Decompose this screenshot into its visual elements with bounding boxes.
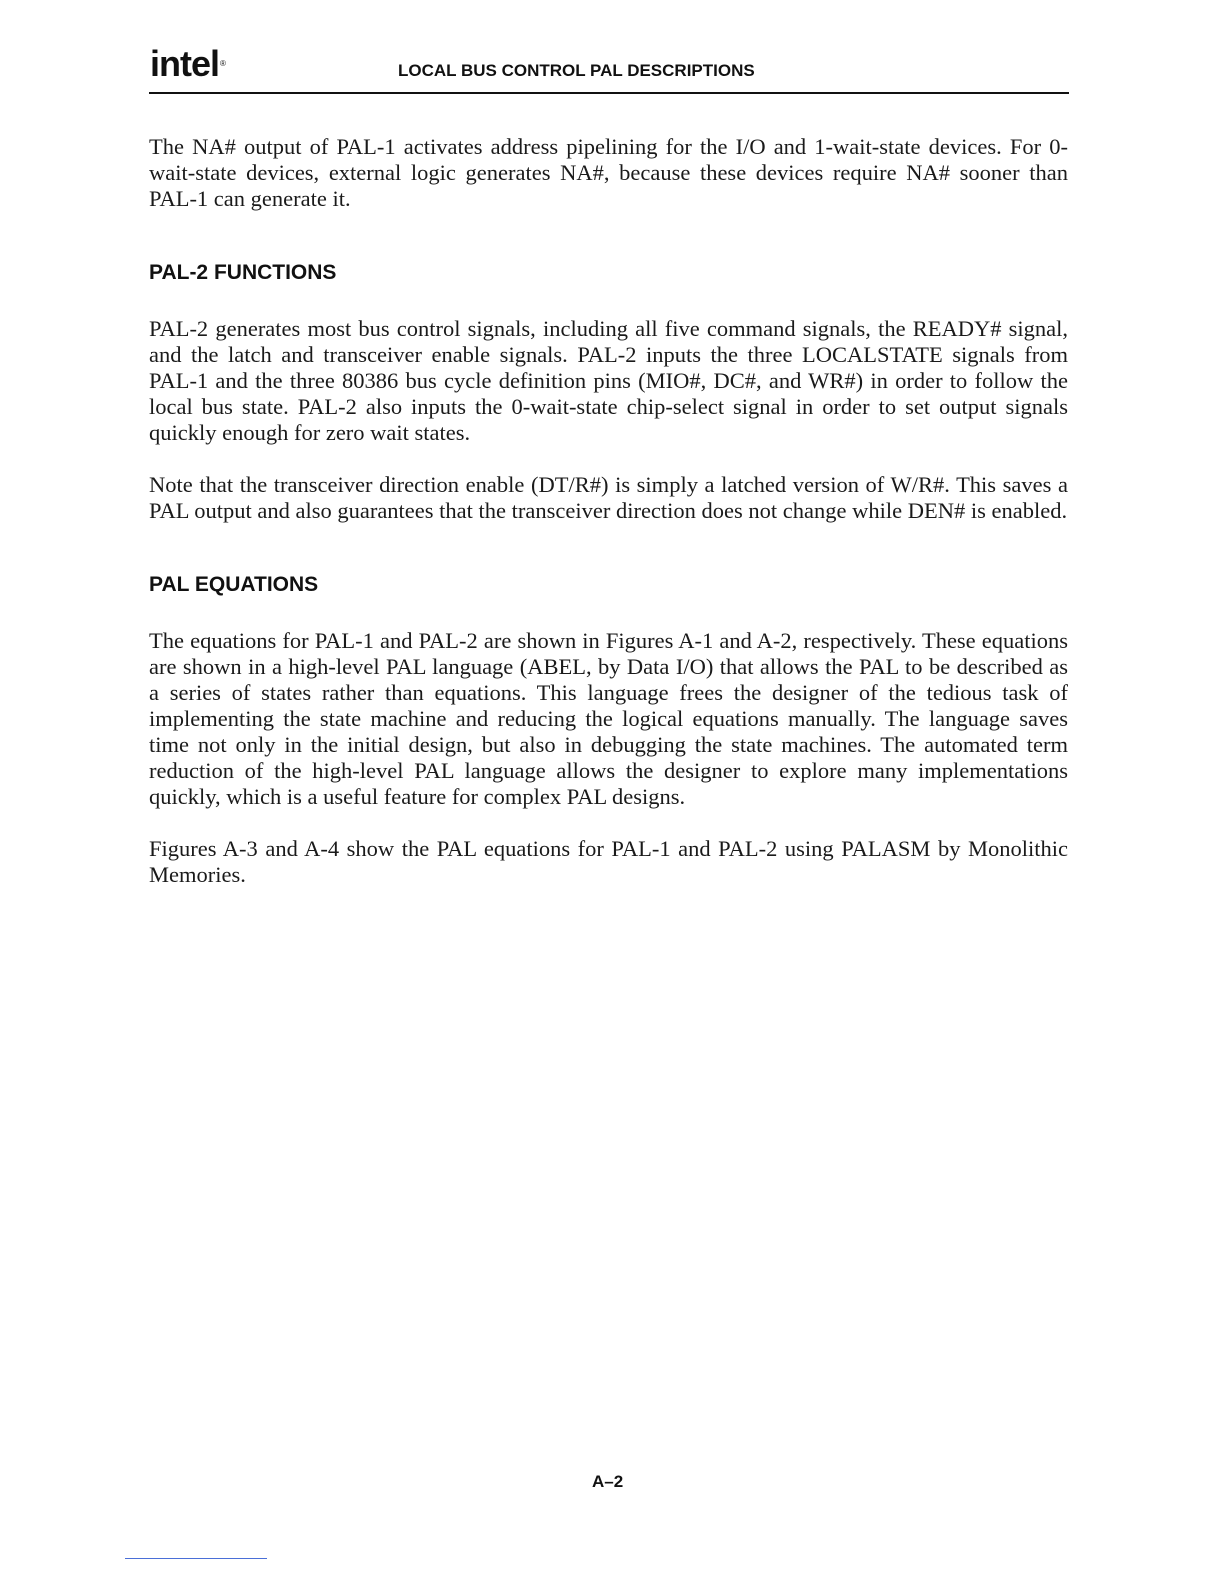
page-number: A–2 <box>592 1472 624 1491</box>
equations-paragraph-2: Figures A-3 and A-4 show the PAL equations for PAL-1 and PAL-2 using PALASM by Monolithic Memories. <box>149 836 1068 887</box>
intel-logo <box>150 44 225 84</box>
registered-mark: ® <box>220 59 225 68</box>
page-body <box>149 134 1068 888</box>
pal2-paragraph-2: Note that the transceiver direction enable (DT/R#) is simply a latched version of W/R#. This saves a PAL output and also guarantees that the transceiver direction does not change while DEN# is enabled. <box>149 472 1068 523</box>
intro-paragraph: The NA# output of PAL-1 activates address pipelining for the I/O and 1-wait-state devices. For 0-wait-state devices, external logic generates NA#, because these devices require NA# sooner than PAL-1 can generate it. <box>149 134 1068 211</box>
pal2-paragraph-1: PAL-2 generates most bus control signals, including all five command signals, the READY# signal, and the latch and transceiver enable signals. PAL-2 inputs the three LOCALSTATE signals from PAL-1 and the three 80386 bus cycle definition pins (MIO#, DC#, and WR#) in order to follow the local bus state. PAL-2 also inputs the 0-wait-state chip-select signal in order to set output signals quickly enough for zero wait states. <box>149 316 1068 445</box>
equations-paragraph-1: The equations for PAL-1 and PAL-2 are shown in Figures A-1 and A-2, respectively. These equations are shown in a high-level PAL language (ABEL, by Data I/O) that allows the PAL to be described as a series of states rather than equations. This language frees the designer of the tedious task of implementing the state machine and reducing the logical equations manually. The language saves time not only in the initial design, but also in debugging the state machines. The automated term reduction of the high-level PAL language allows the designer to explore many implementations quickly, which is a useful feature for complex PAL designs. <box>149 628 1068 809</box>
section-heading-pal-equations: PAL EQUATIONS <box>149 573 319 596</box>
header-rule <box>149 92 1069 94</box>
section-heading-pal2-functions: PAL-2 FUNCTIONS <box>149 261 337 284</box>
logo-wordmark: intel <box>150 43 220 84</box>
bottom-edge-line <box>125 1558 267 1559</box>
running-header-title: LOCAL BUS CONTROL PAL DESCRIPTIONS <box>398 61 755 80</box>
